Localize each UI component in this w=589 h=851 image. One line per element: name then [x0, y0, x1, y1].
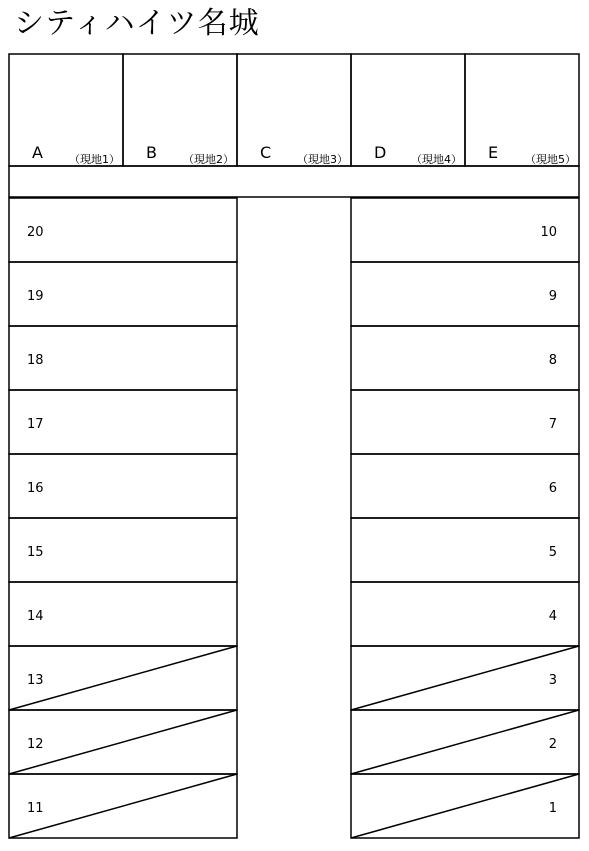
space-number: 17	[27, 417, 44, 432]
space-7[interactable]	[351, 390, 579, 454]
space-letter: D	[374, 143, 387, 162]
space-number: 16	[27, 481, 44, 496]
space-outline	[237, 54, 351, 166]
space-outline	[351, 326, 579, 390]
space-number: 15	[27, 545, 44, 560]
space-number: 18	[27, 353, 44, 368]
hatch-diagonal	[351, 710, 579, 774]
space-letter: B	[146, 143, 157, 162]
page-title: シティハイツ名城	[14, 6, 260, 41]
space-10[interactable]	[351, 198, 579, 262]
aisle-band	[9, 166, 579, 197]
space-number: 6	[548, 481, 557, 496]
space-outline	[351, 54, 465, 166]
space-e[interactable]	[465, 54, 579, 166]
space-location-label: （現地3）	[297, 153, 348, 166]
space-2[interactable]	[351, 710, 579, 774]
space-number: 5	[548, 545, 557, 560]
right-parking-column	[351, 198, 579, 838]
space-17[interactable]	[9, 390, 237, 454]
space-6[interactable]	[351, 454, 579, 518]
space-number: 7	[548, 417, 557, 432]
space-11[interactable]	[9, 774, 237, 838]
space-outline	[465, 54, 579, 166]
left-parking-column	[9, 198, 237, 838]
space-4[interactable]	[351, 582, 579, 646]
space-3[interactable]	[351, 646, 579, 710]
space-number: 13	[27, 673, 44, 688]
space-letter: E	[488, 143, 499, 162]
space-18[interactable]	[9, 326, 237, 390]
space-number: 12	[27, 737, 44, 752]
space-outline	[351, 582, 579, 646]
space-c[interactable]	[237, 54, 351, 166]
space-12[interactable]	[9, 710, 237, 774]
space-14[interactable]	[9, 582, 237, 646]
space-outline	[351, 454, 579, 518]
hatch-diagonal	[351, 774, 579, 838]
space-number: 20	[27, 225, 44, 240]
space-number: 8	[548, 353, 557, 368]
space-outline	[351, 518, 579, 582]
space-9[interactable]	[351, 262, 579, 326]
space-5[interactable]	[351, 518, 579, 582]
space-a[interactable]	[9, 54, 123, 166]
space-letter: C	[260, 143, 272, 162]
space-15[interactable]	[9, 518, 237, 582]
space-19[interactable]	[9, 262, 237, 326]
space-number: 11	[27, 801, 44, 816]
top-parking-row	[9, 54, 579, 166]
space-number: 19	[27, 289, 44, 304]
space-number: 3	[548, 673, 557, 688]
space-16[interactable]	[9, 454, 237, 518]
space-number: 14	[27, 609, 44, 624]
space-location-label: （現地2）	[183, 153, 234, 166]
space-number: 9	[548, 289, 557, 304]
space-outline	[351, 390, 579, 454]
space-number: 10	[540, 225, 557, 240]
space-location-label: （現地4）	[411, 153, 462, 166]
space-location-label: （現地5）	[525, 153, 576, 166]
space-8[interactable]	[351, 326, 579, 390]
hatch-diagonal	[351, 646, 579, 710]
space-13[interactable]	[9, 646, 237, 710]
space-b[interactable]	[123, 54, 237, 166]
space-1[interactable]	[351, 774, 579, 838]
space-letter: A	[32, 143, 43, 162]
space-outline	[351, 262, 579, 326]
space-location-label: （現地1）	[69, 153, 120, 166]
space-number: 2	[548, 737, 557, 752]
space-d[interactable]	[351, 54, 465, 166]
space-number: 1	[548, 801, 557, 816]
space-20[interactable]	[9, 198, 237, 262]
space-outline	[9, 54, 123, 166]
space-outline	[123, 54, 237, 166]
space-number: 4	[548, 609, 557, 624]
